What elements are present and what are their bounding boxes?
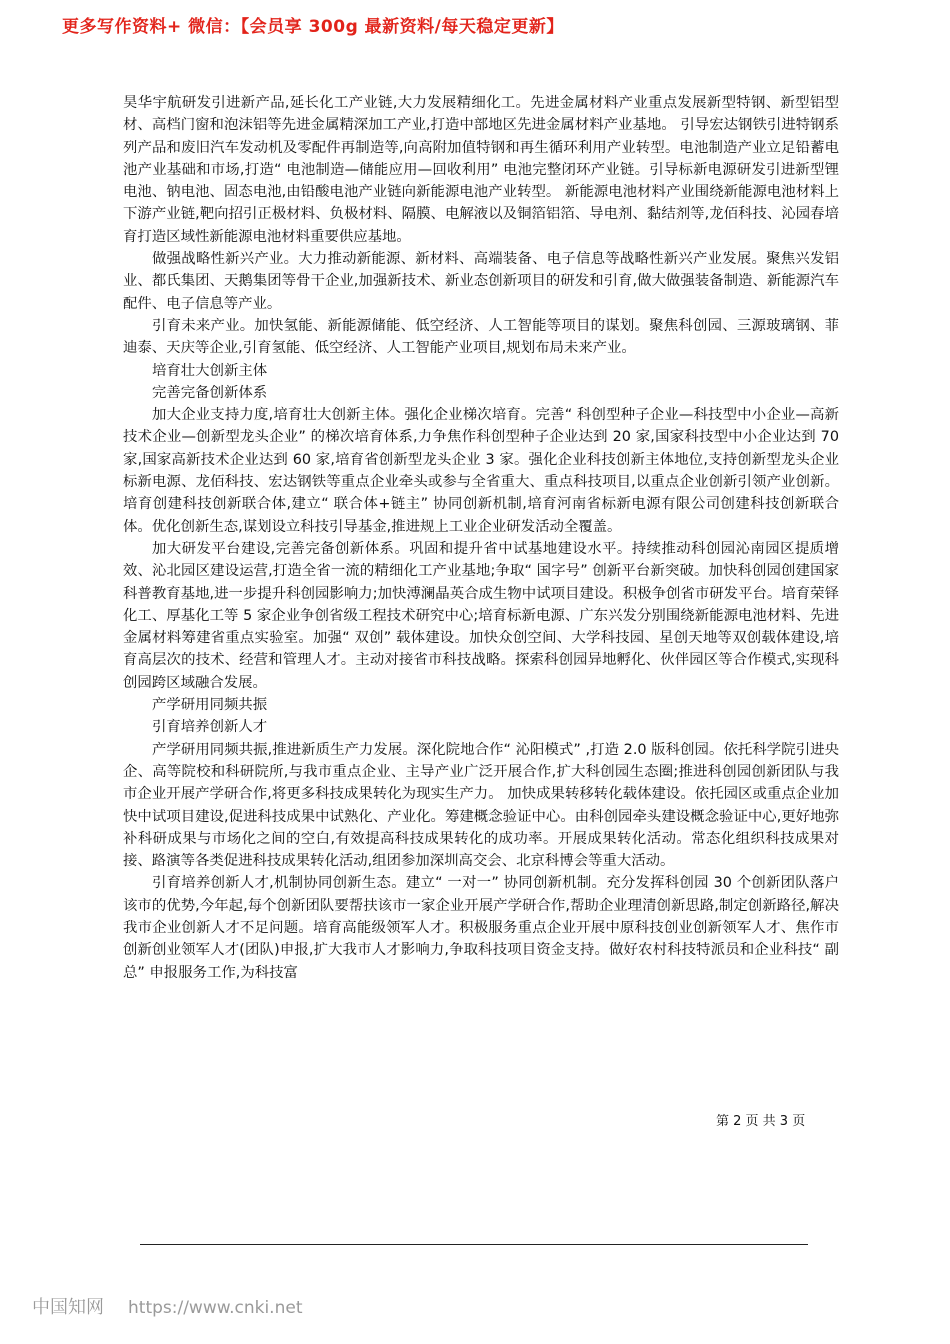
document-body: [123, 92, 839, 984]
watermark-site-name: 中国知网: [32, 1297, 104, 1318]
section-heading: 完善完备创新体系: [152, 384, 268, 401]
paragraph: 加大企业支持力度,培育壮大创新主体。强化企业梯次培育。完善“ 科创型种子企业—科技型中小企业—高新技术企业—创新型龙头企业” 的梯次培育体系,力争焦作科创型种子企业达到 20 家,国家科技型中小企业达到 70 家,国家高新技术企业达到 60 家,培育省创新型龙头企业 3 家。强化企业科技创新主体地位,支持创新型龙头企业标新电源、龙佰科技、宏达钢铁等重点企业牵头或参与全省重大、重点科技项目,以重点企业创新引领产业创新。培育创建科技创新联合体,建立“ 联合体+链主” 协同创新机制,培育河南省标新电源有限公司创建科技创新联合体。优化创新生态,谋划设立科技引导基金,推进规上工业企业研发活动全覆盖。: [123, 407, 839, 535]
watermark-url[interactable]: https://www.cnki.net: [128, 1298, 303, 1318]
watermark: [32, 1293, 302, 1319]
section-heading: 引育培养创新人才: [152, 719, 268, 736]
page-number: 第 2 页 共 3 页: [716, 1114, 806, 1129]
paragraph: 产学研用同频共振,推进新质生产力发展。深化院地合作“ 沁阳模式” ,打造 2.0 版科创园。依托科学院引进央企、高等院校和科研院所,与我市重点企业、主导产业广泛开展合作,扩大科创园生态圈;推进科创园创新团队与我市企业开展产学研合作,将更多科技成果转化为现实生产力。 加快成果转移转化载体建设。依托园区或重点企业加快中试项目建设,促进科技成果中试熟化、产业化。筹建概念验证中心。由科创园牵头建设概念验证中心,更好地弥补科研成果与市场化之间的空白,有效提高科技成果转化的成功率。开展成果转化活动。常态化组织科技成果对接、路演等各类促进科技成果转化活动,组团参加深圳高交会、北京科博会等重大活动。: [123, 741, 839, 870]
paragraph: 做强战略性新兴产业。大力推动新能源、新材料、高端装备、电子信息等战略性新兴产业发展。聚焦兴发铝业、都氏集团、天鹅集团等骨干企业,加强新技术、新业态创新项目的研发和引育,做大做强装备制造、新能源汽车配件、电子信息等产业。: [123, 251, 839, 312]
paragraph: 引育未来产业。加快氢能、新能源储能、低空经济、人工智能等项目的谋划。聚焦科创园、三源玻璃钢、菲迪泰、天庆等企业,引育氢能、低空经济、人工智能产业项目,规划布局未来产业。: [123, 317, 839, 357]
promo-banner: 更多写作资料+ 微信：【会员享 300g 最新资料/每天稳定更新】: [62, 17, 564, 37]
paragraph: 加大研发平台建设,完善完备创新体系。巩固和提升省中试基地建设水平。持续推动科创园沁南园区提质增效、沁北园区建设运营,打造全省一流的精细化工产业基地;争取“ 国字号” 创新平台新突破。加快科创园创建国家科普教育基地,进一步提升科创园影响力;加快溥澜晶英合成生物中试项目建设。积极争创省市研发平台。培育荣铎化工、厚基化工等 5 家企业争创省级工程技术研究中心;培育标新电源、广东兴发分别围绕新能源电池材料、先进金属材料筹建省重点实验室。加强“ 双创” 载体建设。加快众创空间、大学科技园、星创天地等双创载体建设,培育高层次的技术、经营和管理人才。主动对接省市科技战略。探索科创园异地孵化、伙伴园区等合作模式,实现科创园跨区域融合发展。: [123, 540, 839, 691]
section-heading: 培育壮大创新主体: [152, 362, 268, 379]
section-heading: 产学研用同频共振: [152, 697, 268, 714]
paragraph: 引育培养创新人才,机制协同创新生态。建立“ 一对一” 协同创新机制。充分发挥科创园 30 个创新团队落户该市的优势,今年起,每个创新团队要帮扶该市一家企业开展产学研合作,帮助企业理清创新思路,制定创新路径,解决我市企业创新人才不足问题。培育高能级领军人才。积极服务重点企业开展中原科技创业创新领军人才、焦作市创新创业领军人才(团队)申报,扩大我市人才影响力,争取科技项目资金支持。做好农村科技特派员和企业科技“ 副总” 申报服务工作,为科技富: [123, 875, 839, 981]
footer-divider: [140, 1244, 808, 1245]
paragraph: 昊华宇航研发引进新产品,延长化工产业链,大力发展精细化工。先进金属材料产业重点发展新型特钢、新型铝型材、高档门窗和泡沫铝等先进金属精深加工产业,打造中部地区先进金属材料产业基地。 引导宏达钢铁引进特钢系列产品和废旧汽车发动机及零配件再制造等,向高附加值特钢和再生循环利用产业转型。电池制造产业立足铅蓄电池产业基础和市场,打造“ 电池制造—储能应用—回收利用” 电池完整闭环产业链。引导标新电源研发引进新型锂电池、钠电池、固态电池,由铅酸电池产业链向新能源电池产业转型。 新能源电池材料产业围绕新能源电池材料上下游产业链,靶向招引正极材料、负极材料、隔膜、电解液以及铜箔铝箔、导电剂、黏结剂等,龙佰科技、沁园春培育打造区域性新能源电池材料重要供应基地。: [123, 95, 839, 245]
